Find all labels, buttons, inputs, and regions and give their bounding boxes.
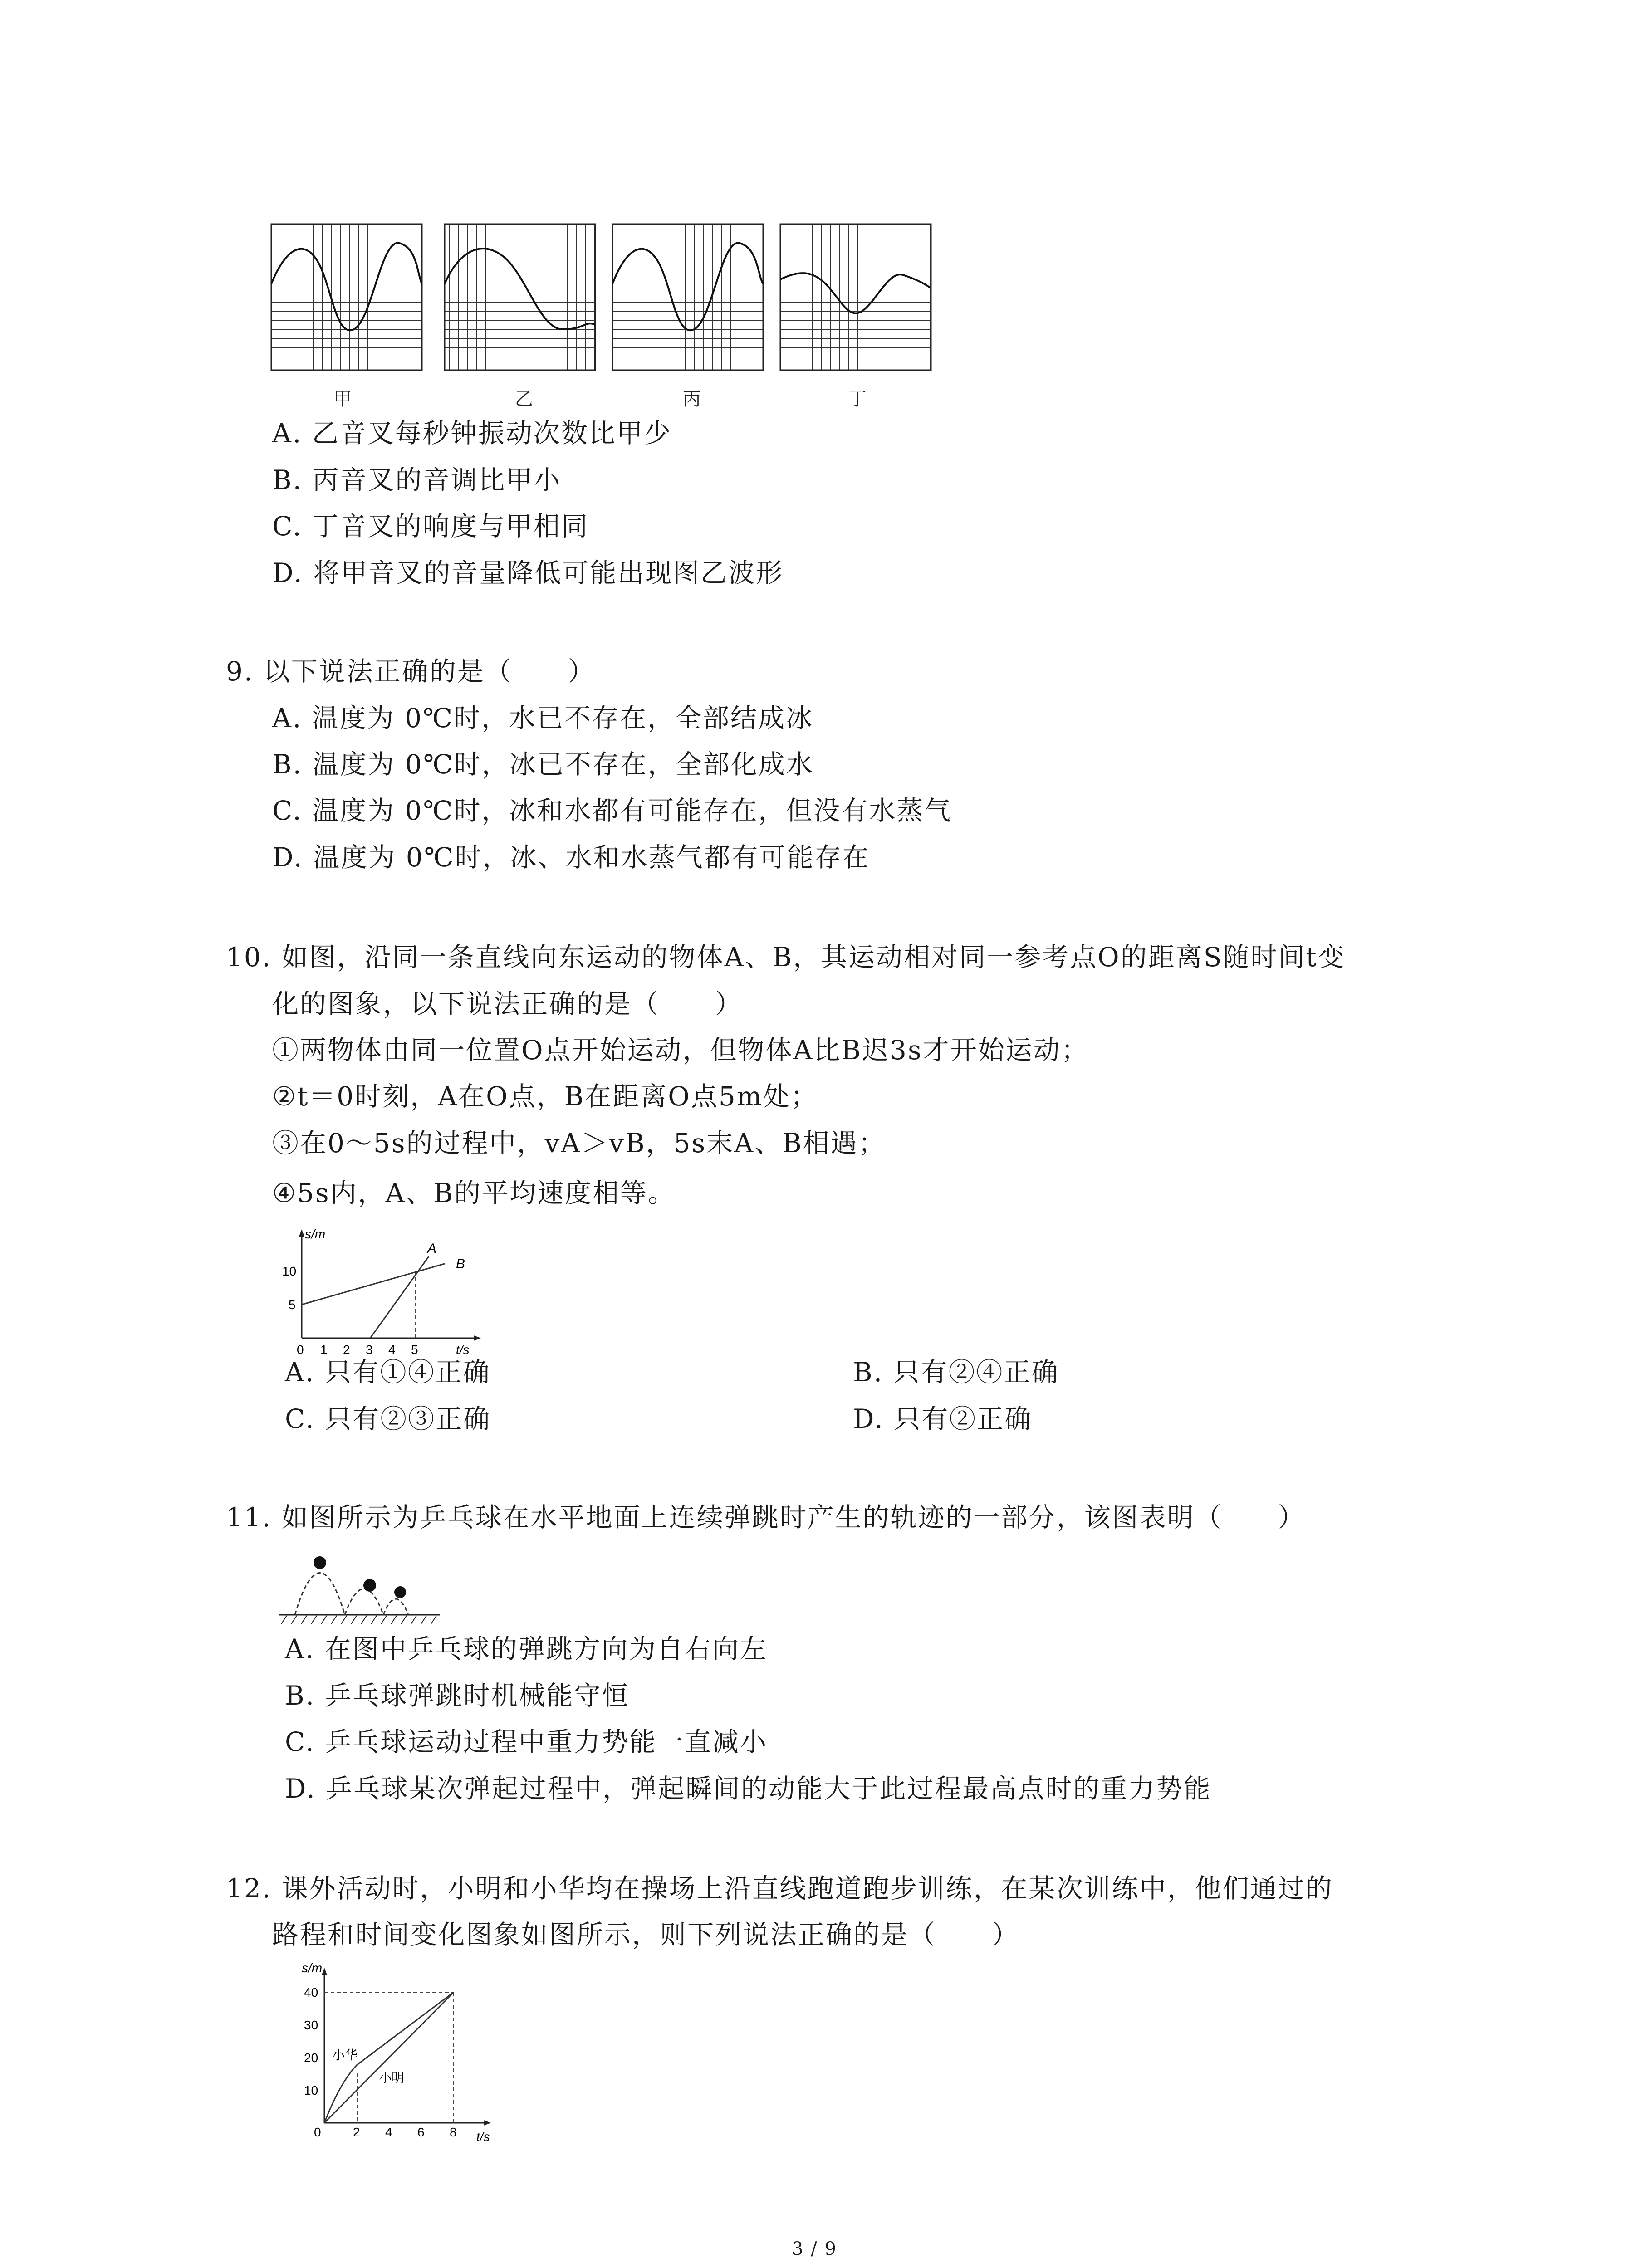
q10-stem-line2: 化的图象，以下说法正确的是（ ）: [272, 988, 743, 1019]
wave-panel-yi: [445, 224, 595, 370]
q11-option-c: C. 乒乓球运动过程中重力势能一直减小: [285, 1726, 768, 1757]
q10-xtick-1: 1: [320, 1343, 328, 1356]
q12-xtick-0: 0: [314, 2125, 321, 2139]
q12-graph: [286, 1960, 508, 2150]
q10-option-a: A. 只有①④正确: [285, 1357, 491, 1388]
q8-option-d: D. 将甲音叉的音量降低可能出现图乙波形: [272, 557, 784, 588]
wave-label-yi: 乙: [515, 389, 533, 410]
q10-graph: [281, 1225, 490, 1356]
q12-xtick-6: 6: [417, 2125, 425, 2139]
q10-option-d: D. 只有②正确: [853, 1403, 1033, 1434]
wave-panel-ding: [780, 224, 931, 370]
q11-option-b: B. 乒乓球弹跳时机械能守恒: [285, 1680, 630, 1711]
q11-option-a: A. 在图中乒乓球的弹跳方向为自右向左: [285, 1633, 768, 1664]
q10-stem-line1: 10. 如图，沿同一条直线向东运动的物体A、B，其运动相对同一参考点O的距离S随时间t变: [226, 942, 1346, 973]
q10-option-b: B. 只有②④正确: [853, 1357, 1059, 1388]
wave-label-ding: 丁: [848, 389, 867, 410]
q10-statement-3: ③在0～5s的过程中，vA＞vB，5s末A、B相遇；: [272, 1128, 886, 1158]
q10-statement-2: ②t＝0时刻，A在O点，B在距离O点5m处；: [272, 1081, 818, 1112]
ball-3: [394, 1586, 406, 1598]
q12-ytick-30: 30: [304, 2018, 318, 2032]
q8-option-c: C. 丁音叉的响度与甲相同: [272, 511, 589, 542]
q9-option-c: C. 温度为 0℃时，冰和水都有可能存在，但没有水蒸气: [272, 795, 952, 826]
q10-ylabel: s/m: [305, 1227, 326, 1241]
q9-option-d: D. 温度为 0℃时，冰、水和水蒸气都有可能存在: [272, 842, 870, 873]
q10-line-a: [370, 1256, 429, 1338]
wave-label-bing: 丙: [683, 389, 701, 410]
q10-statement-1: ①两物体由同一位置O点开始运动，但物体A比B迟3s才开始运动；: [272, 1035, 1089, 1066]
q10-xlabel: t/s: [456, 1343, 470, 1356]
q12-xtick-8: 8: [450, 2125, 457, 2139]
wave-panel-jia: [271, 224, 422, 370]
q10-option-c: C. 只有②③正确: [285, 1403, 491, 1434]
q11-bounce-figure: [277, 1540, 445, 1626]
q10-xtick-3: 3: [366, 1343, 373, 1356]
ball-1: [314, 1556, 326, 1569]
wave-graphs: [268, 220, 944, 375]
q10-xtick-2: 2: [343, 1343, 350, 1356]
q10-line-b: [302, 1264, 445, 1305]
q11-option-d: D. 乒乓球某次弹起过程中，弹起瞬间的动能大于此过程最高点时的重力势能: [285, 1773, 1212, 1804]
q9-option-a: A. 温度为 0℃时，水已不存在，全部结成冰: [272, 703, 813, 733]
q10-xtick-0: 0: [297, 1343, 304, 1356]
q10-label-b: B: [456, 1256, 465, 1271]
q9-option-b: B. 温度为 0℃时，冰已不存在，全部化成水: [272, 749, 814, 780]
q12-label-xiaohua: 小华: [332, 2048, 358, 2062]
q9-stem: 9. 以下说法正确的是（ ）: [226, 656, 596, 687]
wave-panel-bing: [612, 224, 763, 370]
q10-xtick-5: 5: [411, 1343, 418, 1356]
q10-xtick-4: 4: [388, 1343, 396, 1356]
q12-ytick-20: 20: [304, 2051, 318, 2065]
q12-xlabel: t/s: [476, 2130, 490, 2144]
q10-label-a: A: [427, 1241, 437, 1256]
q11-stem: 11. 如图所示为乒乓球在水平地面上连续弹跳时产生的轨迹的一部分，该图表明（ ）: [226, 1502, 1306, 1533]
q12-label-xiaoming: 小明: [379, 2071, 405, 2085]
q12-xtick-4: 4: [385, 2125, 392, 2139]
q12-stem-line1: 12. 课外活动时，小明和小华均在操场上沿直线跑道跑步训练，在某次训练中，他们通过的: [226, 1873, 1333, 1904]
q8-option-b: B. 丙音叉的音调比甲小: [272, 464, 562, 495]
q10-ytick-10: 10: [282, 1264, 297, 1278]
page-number: 3 / 9: [792, 2239, 837, 2259]
q12-ytick-40: 40: [304, 1985, 318, 1999]
q10-statement-4: ④5s内，A、B的平均速度相等。: [272, 1178, 676, 1208]
q10-ytick-5: 5: [289, 1298, 296, 1312]
q12-ylabel: s/m: [302, 1961, 323, 1975]
wave-label-jia: 甲: [333, 389, 352, 410]
q12-ytick-10: 10: [304, 2083, 318, 2097]
q8-option-a: A. 乙音叉每秒钟振动次数比甲少: [272, 418, 672, 449]
ball-2: [363, 1579, 376, 1592]
q12-xtick-2: 2: [353, 2125, 360, 2139]
q12-stem-line2: 路程和时间变化图象如图所示，则下列说法正确的是（ ）: [272, 1919, 1020, 1950]
